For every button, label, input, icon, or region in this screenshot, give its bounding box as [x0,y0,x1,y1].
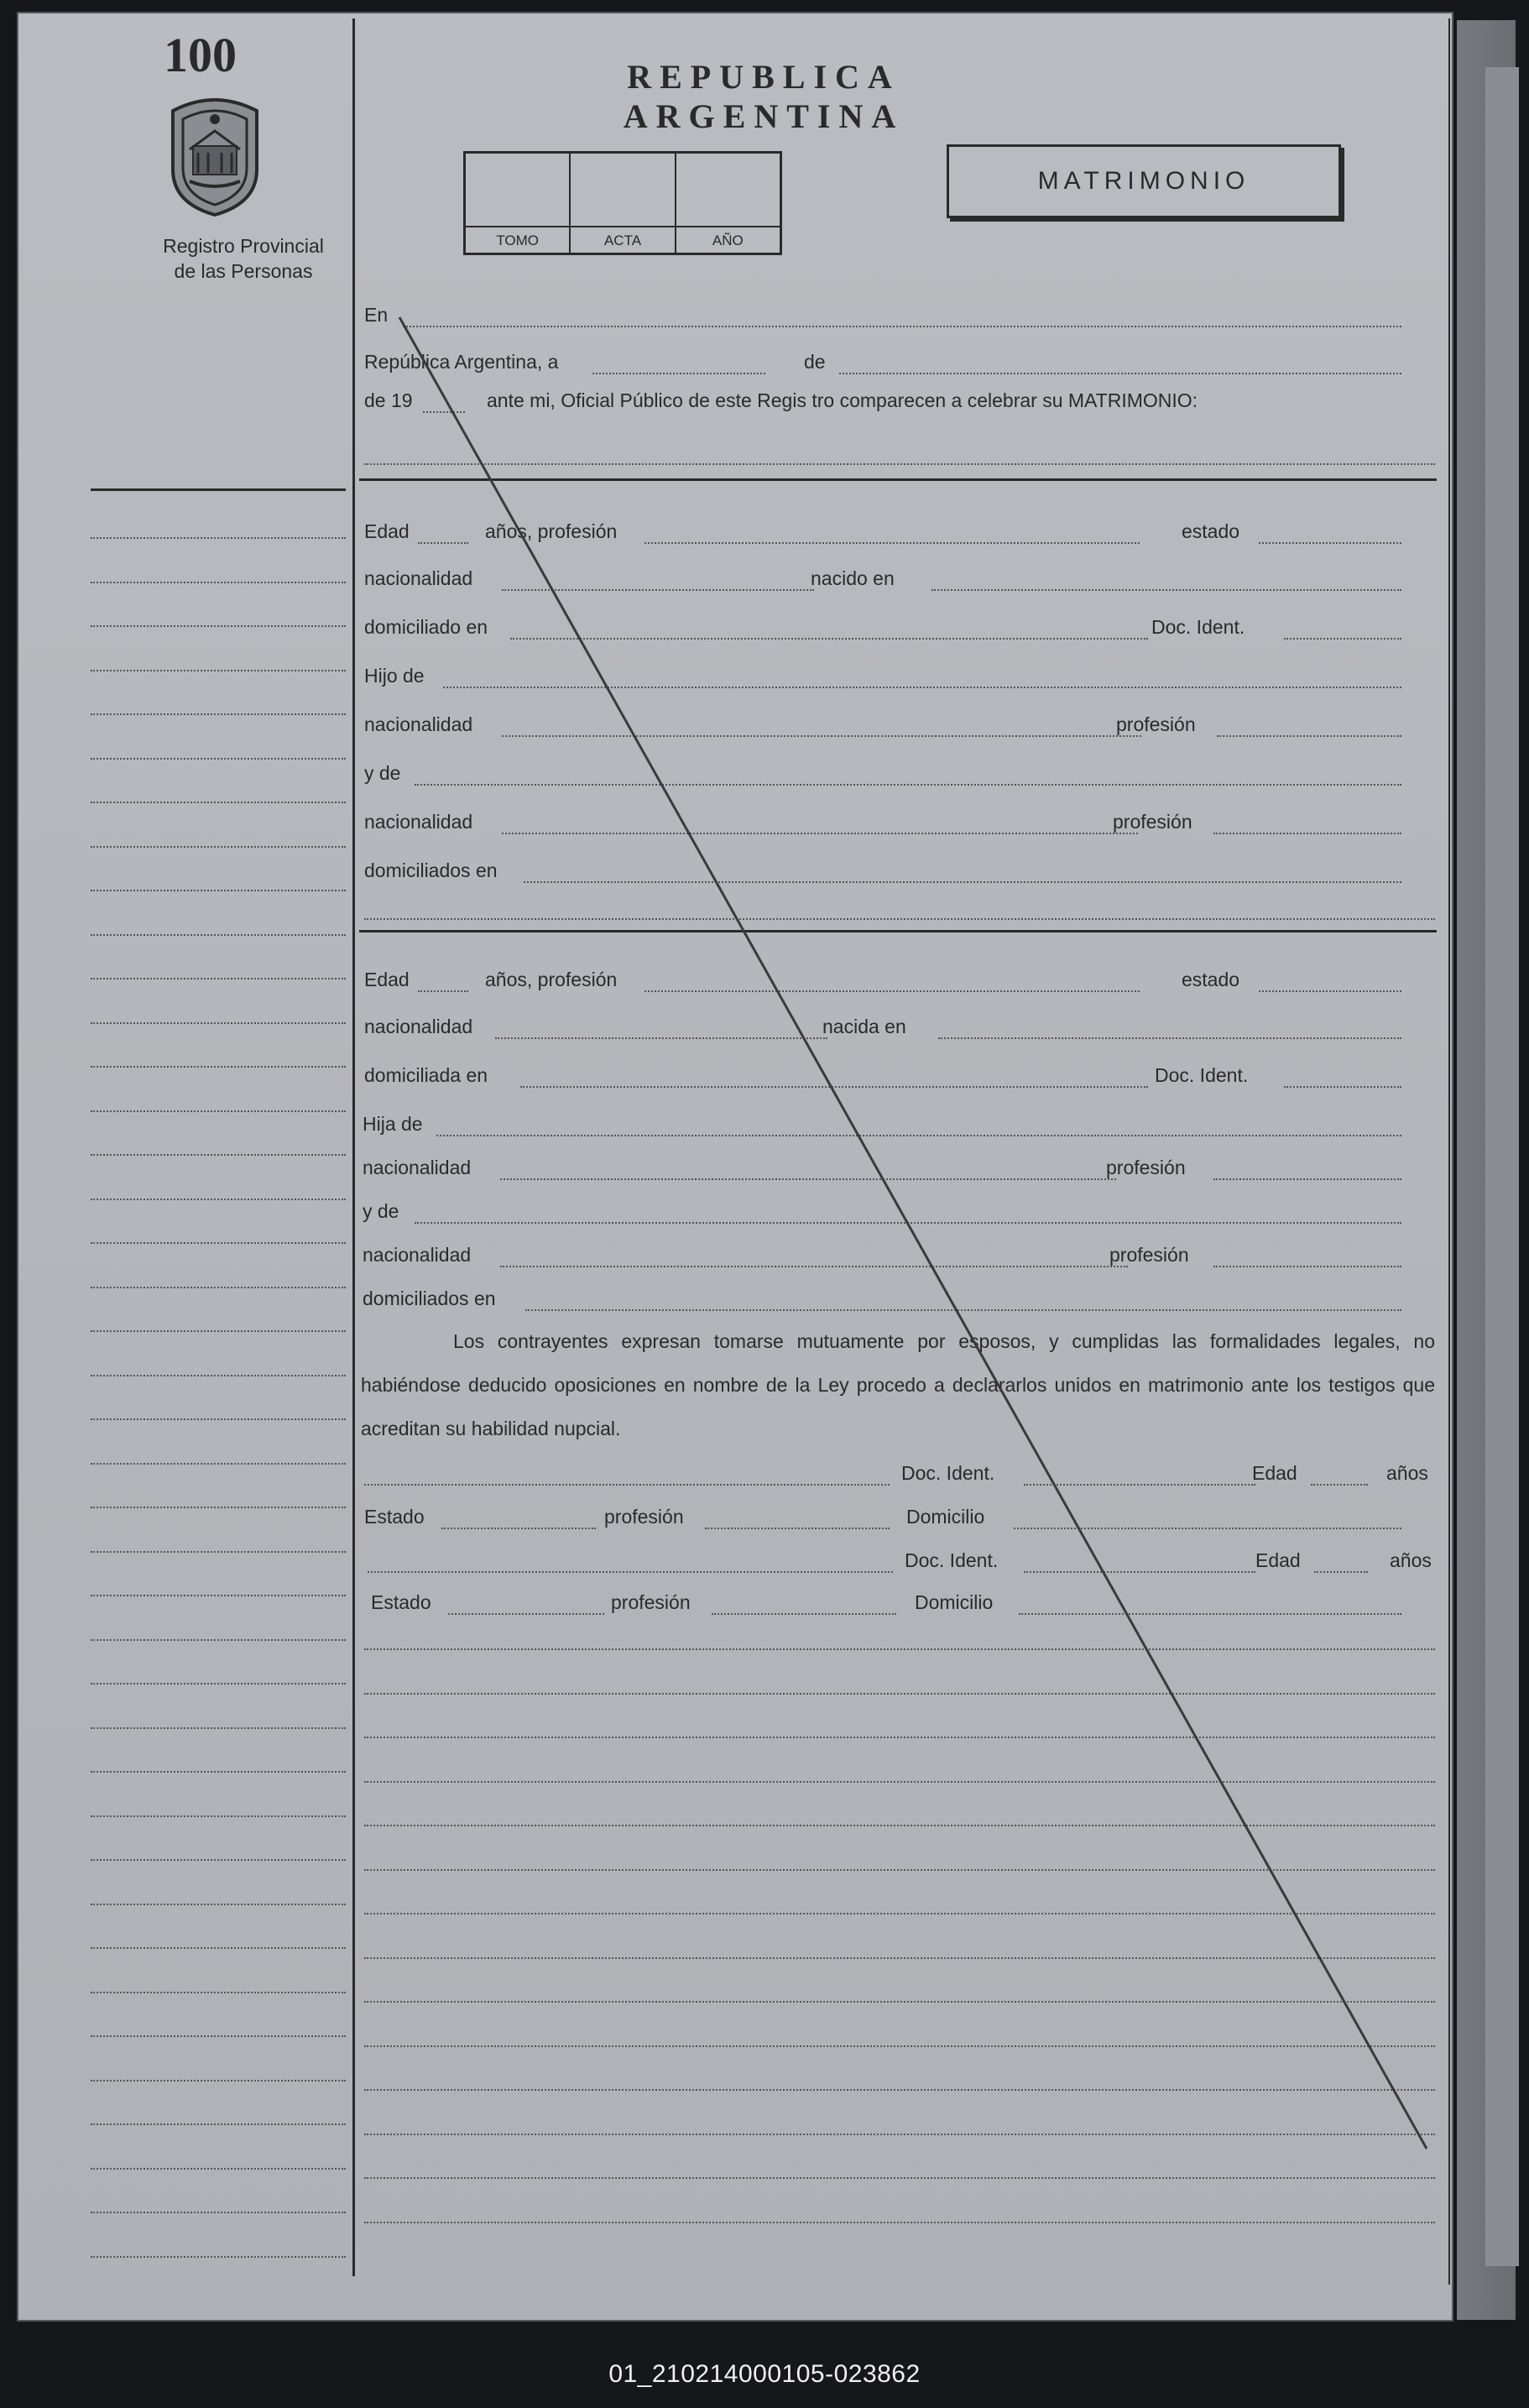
document-type-box: MATRIMONIO [947,144,1341,218]
bride-mother-nat-label: nacionalidad [363,1244,472,1266]
groom-y-de-label: y de [364,762,401,784]
republica-label: República Argentina, a [364,351,559,373]
bride-parents-domicilio-label: domiciliados en [363,1288,496,1309]
registry-line-1: Registro Provincial [163,235,324,257]
witness-2-edad-label: Edad [1255,1549,1301,1571]
witness-1-edad-label: Edad [1252,1462,1297,1484]
witness-2-estado-label: Estado [371,1591,431,1613]
groom-nacido-label: nacido en [811,567,895,589]
groom-father-nat-label: nacionalidad [364,713,473,735]
bride-nacida-label: nacida en [822,1016,906,1037]
witness-1-estado-label: Estado [364,1506,425,1528]
bride-y-de-label: y de [363,1200,399,1222]
groom-mother-nat-label: nacionalidad [364,811,473,833]
declaration-text: Los contrayentes expresan tomarse mutuamente por esposos, y cumplidas las formalidades legales, no habiéndose deducido oposiciones en nombre de la Ley procedo a declararlos unidos en matrimonio ante los testigos que acreditan su habilidad nupcial. [361,1330,1435,1439]
bride-father-nat-label: nacionalidad [363,1157,472,1178]
groom-estado-label: estado [1182,520,1240,542]
witness-2-anos-label: años [1390,1549,1432,1571]
witness-1-anos-label: años [1386,1462,1428,1484]
de-label: de [804,351,826,373]
page-title: REPUBLICA ARGENTINA [623,58,905,135]
witness-1-doc-label: Doc. Ident. [901,1462,995,1484]
witness-1-domicilio-label: Domicilio [906,1506,985,1528]
bride-mother-prof-label: profesión [1109,1244,1189,1266]
scan-file-id: 01_210214000105-023862 [608,2360,921,2388]
witness-2-doc-label: Doc. Ident. [905,1549,999,1571]
groom-father-prof-label: profesión [1116,713,1196,735]
groom-edad-label: Edad [364,520,410,542]
folio-number: 100 [164,28,237,82]
groom-profesion-label: años, profesión [485,520,618,542]
registry-line-2: de las Personas [174,260,313,282]
year-prefix-label: de 19 [364,389,413,411]
groom-hijo-label: Hijo de [364,665,425,687]
bride-estado-label: estado [1182,969,1240,990]
en-label: En [364,304,389,326]
groom-nacionalidad-label: nacionalidad [364,567,473,589]
witness-2-domicilio-label: Domicilio [915,1591,994,1613]
ano-label: AÑO [712,232,744,248]
groom-mother-prof-label: profesión [1113,811,1192,833]
groom-doc-label: Doc. Ident. [1151,616,1245,638]
bride-domicilio-label: domiciliada en [364,1064,488,1086]
groom-parents-domicilio-label: domiciliados en [364,859,498,881]
groom-domicilio-label: domiciliado en [364,616,488,638]
bride-nacionalidad-label: nacionalidad [364,1016,473,1037]
bride-hija-label: Hija de [363,1113,423,1135]
bride-profesion-label: años, profesión [485,969,618,990]
acta-label: ACTA [603,232,642,248]
bride-father-prof-label: profesión [1106,1157,1186,1178]
bride-edad-label: Edad [364,969,410,990]
intro-text: ante mi, Oficial Público de este Regis tro comparecen a celebrar su MATRIMONIO: [487,389,1198,411]
witness-2-prof-label: profesión [611,1591,691,1613]
bride-doc-label: Doc. Ident. [1155,1064,1249,1086]
tomo-label: TOMO [496,232,539,248]
witness-1-prof-label: profesión [604,1506,684,1528]
